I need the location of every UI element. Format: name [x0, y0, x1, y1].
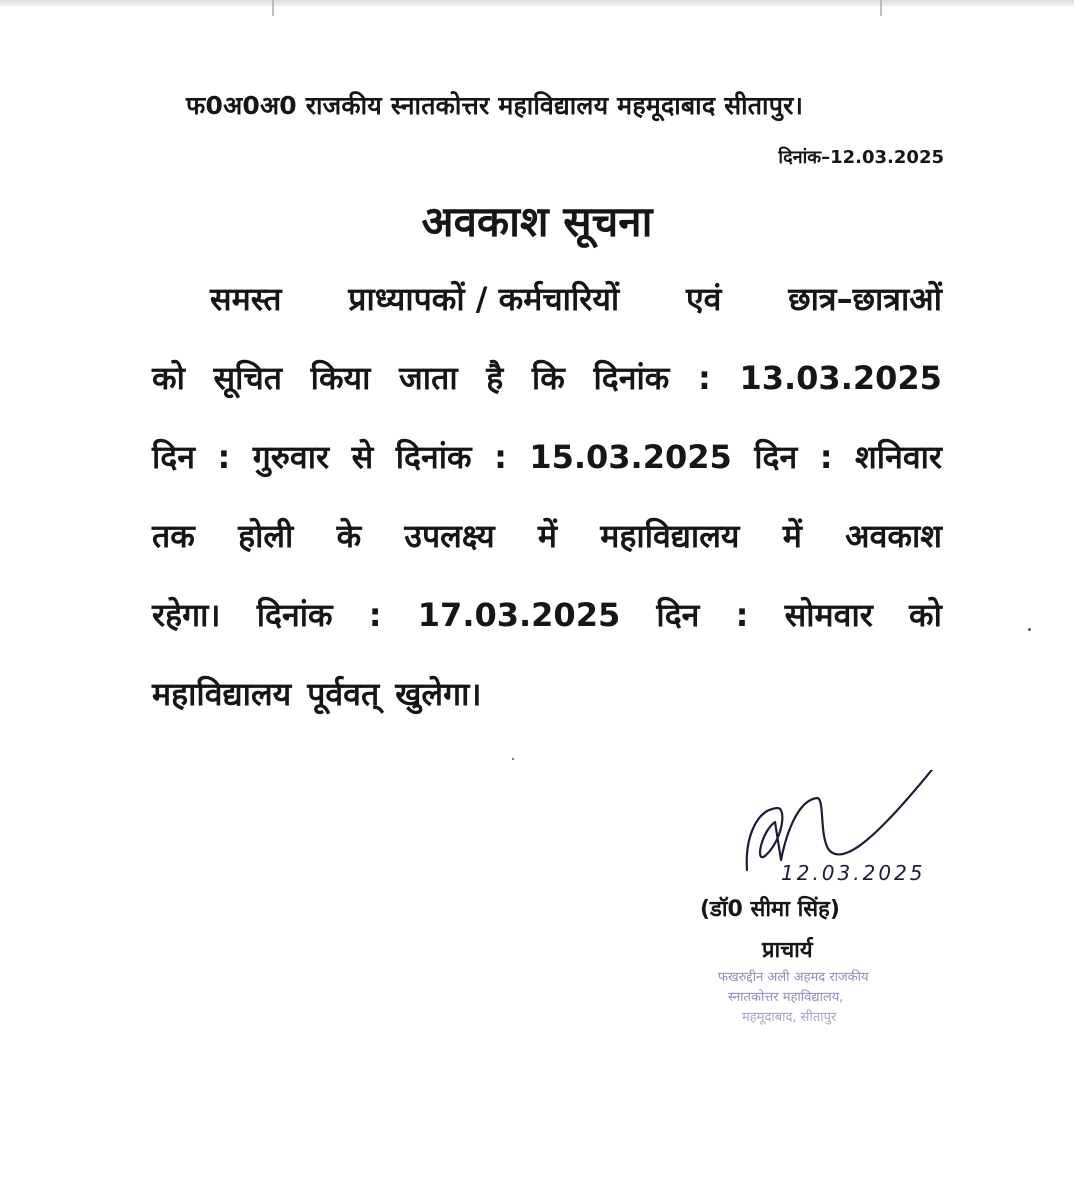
scan-speck — [1028, 628, 1031, 631]
body-word: है — [486, 359, 504, 397]
body-line — [152, 657, 942, 736]
body-word: दिन — [656, 596, 700, 634]
body-word: महाविद्यालय — [152, 675, 292, 713]
body-word: होली — [238, 517, 294, 555]
body-word: को — [152, 359, 185, 397]
body-word: दिनांक — [593, 359, 670, 397]
signer-designation: प्राचार्य — [762, 938, 813, 963]
end-date: 15.03.2025 — [529, 438, 732, 476]
body-line — [152, 499, 942, 578]
body-word: को — [909, 596, 942, 634]
body-word: : — [368, 596, 382, 634]
body-word: में — [537, 517, 558, 555]
body-word: दिन — [152, 438, 196, 476]
body-word: तक — [152, 517, 195, 555]
body-word: के — [336, 517, 362, 555]
body-line — [152, 420, 942, 499]
body-word: : — [494, 438, 507, 476]
body-word: समस्त — [210, 280, 282, 318]
body-word: प्राध्यापकों / कर्मचारियों — [348, 280, 620, 318]
body-word: खुलेगा। — [395, 675, 482, 713]
body-line — [152, 578, 942, 657]
body-word: पूर्ववत् — [307, 675, 380, 713]
body-word: : — [217, 438, 231, 476]
reopen-date: 17.03.2025 — [417, 596, 621, 634]
body-word: : — [698, 359, 711, 397]
body-word: महाविद्यालय — [600, 517, 740, 555]
college-name: फ0अ0अ0 राजकीय स्नातकोत्तर महाविद्यालय महमूदाबाद सीतापुर। — [186, 91, 804, 120]
body-word: छात्र–छात्राओं — [788, 280, 942, 318]
stamp-line: स्नातकोत्तर महाविद्यालय, — [728, 990, 844, 1005]
body-word: : — [735, 596, 749, 634]
body-line — [152, 262, 942, 341]
body-word: दिनांक — [256, 596, 333, 634]
principal-signature — [725, 770, 965, 890]
scan-speck — [512, 758, 514, 760]
body-word: किया — [310, 359, 371, 397]
body-word: जाता — [399, 359, 458, 397]
body-word: से — [351, 438, 374, 476]
body-word: में — [782, 517, 802, 555]
body-word: दिन — [754, 438, 798, 476]
body-word: सोमवार — [784, 596, 873, 634]
body-word: कि — [531, 359, 565, 397]
body-word: एवं — [685, 280, 722, 318]
notice-date: दिनांक–12.03.2025 — [778, 147, 944, 168]
signer-name: (डॉ0 सीमा सिंह) — [700, 897, 840, 922]
body-word: उपलक्ष्य — [404, 517, 495, 555]
body-word: : — [819, 438, 833, 476]
stamp-line: फखरुद्दीन अली अहमद राजकीय — [718, 970, 869, 985]
scan-top-edge — [0, 0, 1074, 6]
scan-mark — [272, 0, 274, 16]
notice-title: अवकाश सूचना — [421, 197, 653, 246]
body-word: शनिवार — [855, 438, 942, 476]
notice-body — [152, 262, 942, 736]
body-word: अवकाश — [845, 517, 942, 555]
body-word: गुरुवार — [252, 438, 330, 476]
handwritten-date: 12.03.2025 — [781, 861, 926, 885]
body-word: सूचित — [213, 359, 283, 397]
college-stamp — [712, 955, 952, 1035]
body-line — [152, 341, 942, 420]
scan-mark — [880, 0, 882, 16]
start-date: 13.03.2025 — [739, 359, 942, 397]
body-word: दिनांक — [395, 438, 472, 476]
stamp-line: महमूदाबाद, सीतापुर — [742, 1010, 837, 1025]
body-word: रहेगा। — [152, 596, 221, 634]
